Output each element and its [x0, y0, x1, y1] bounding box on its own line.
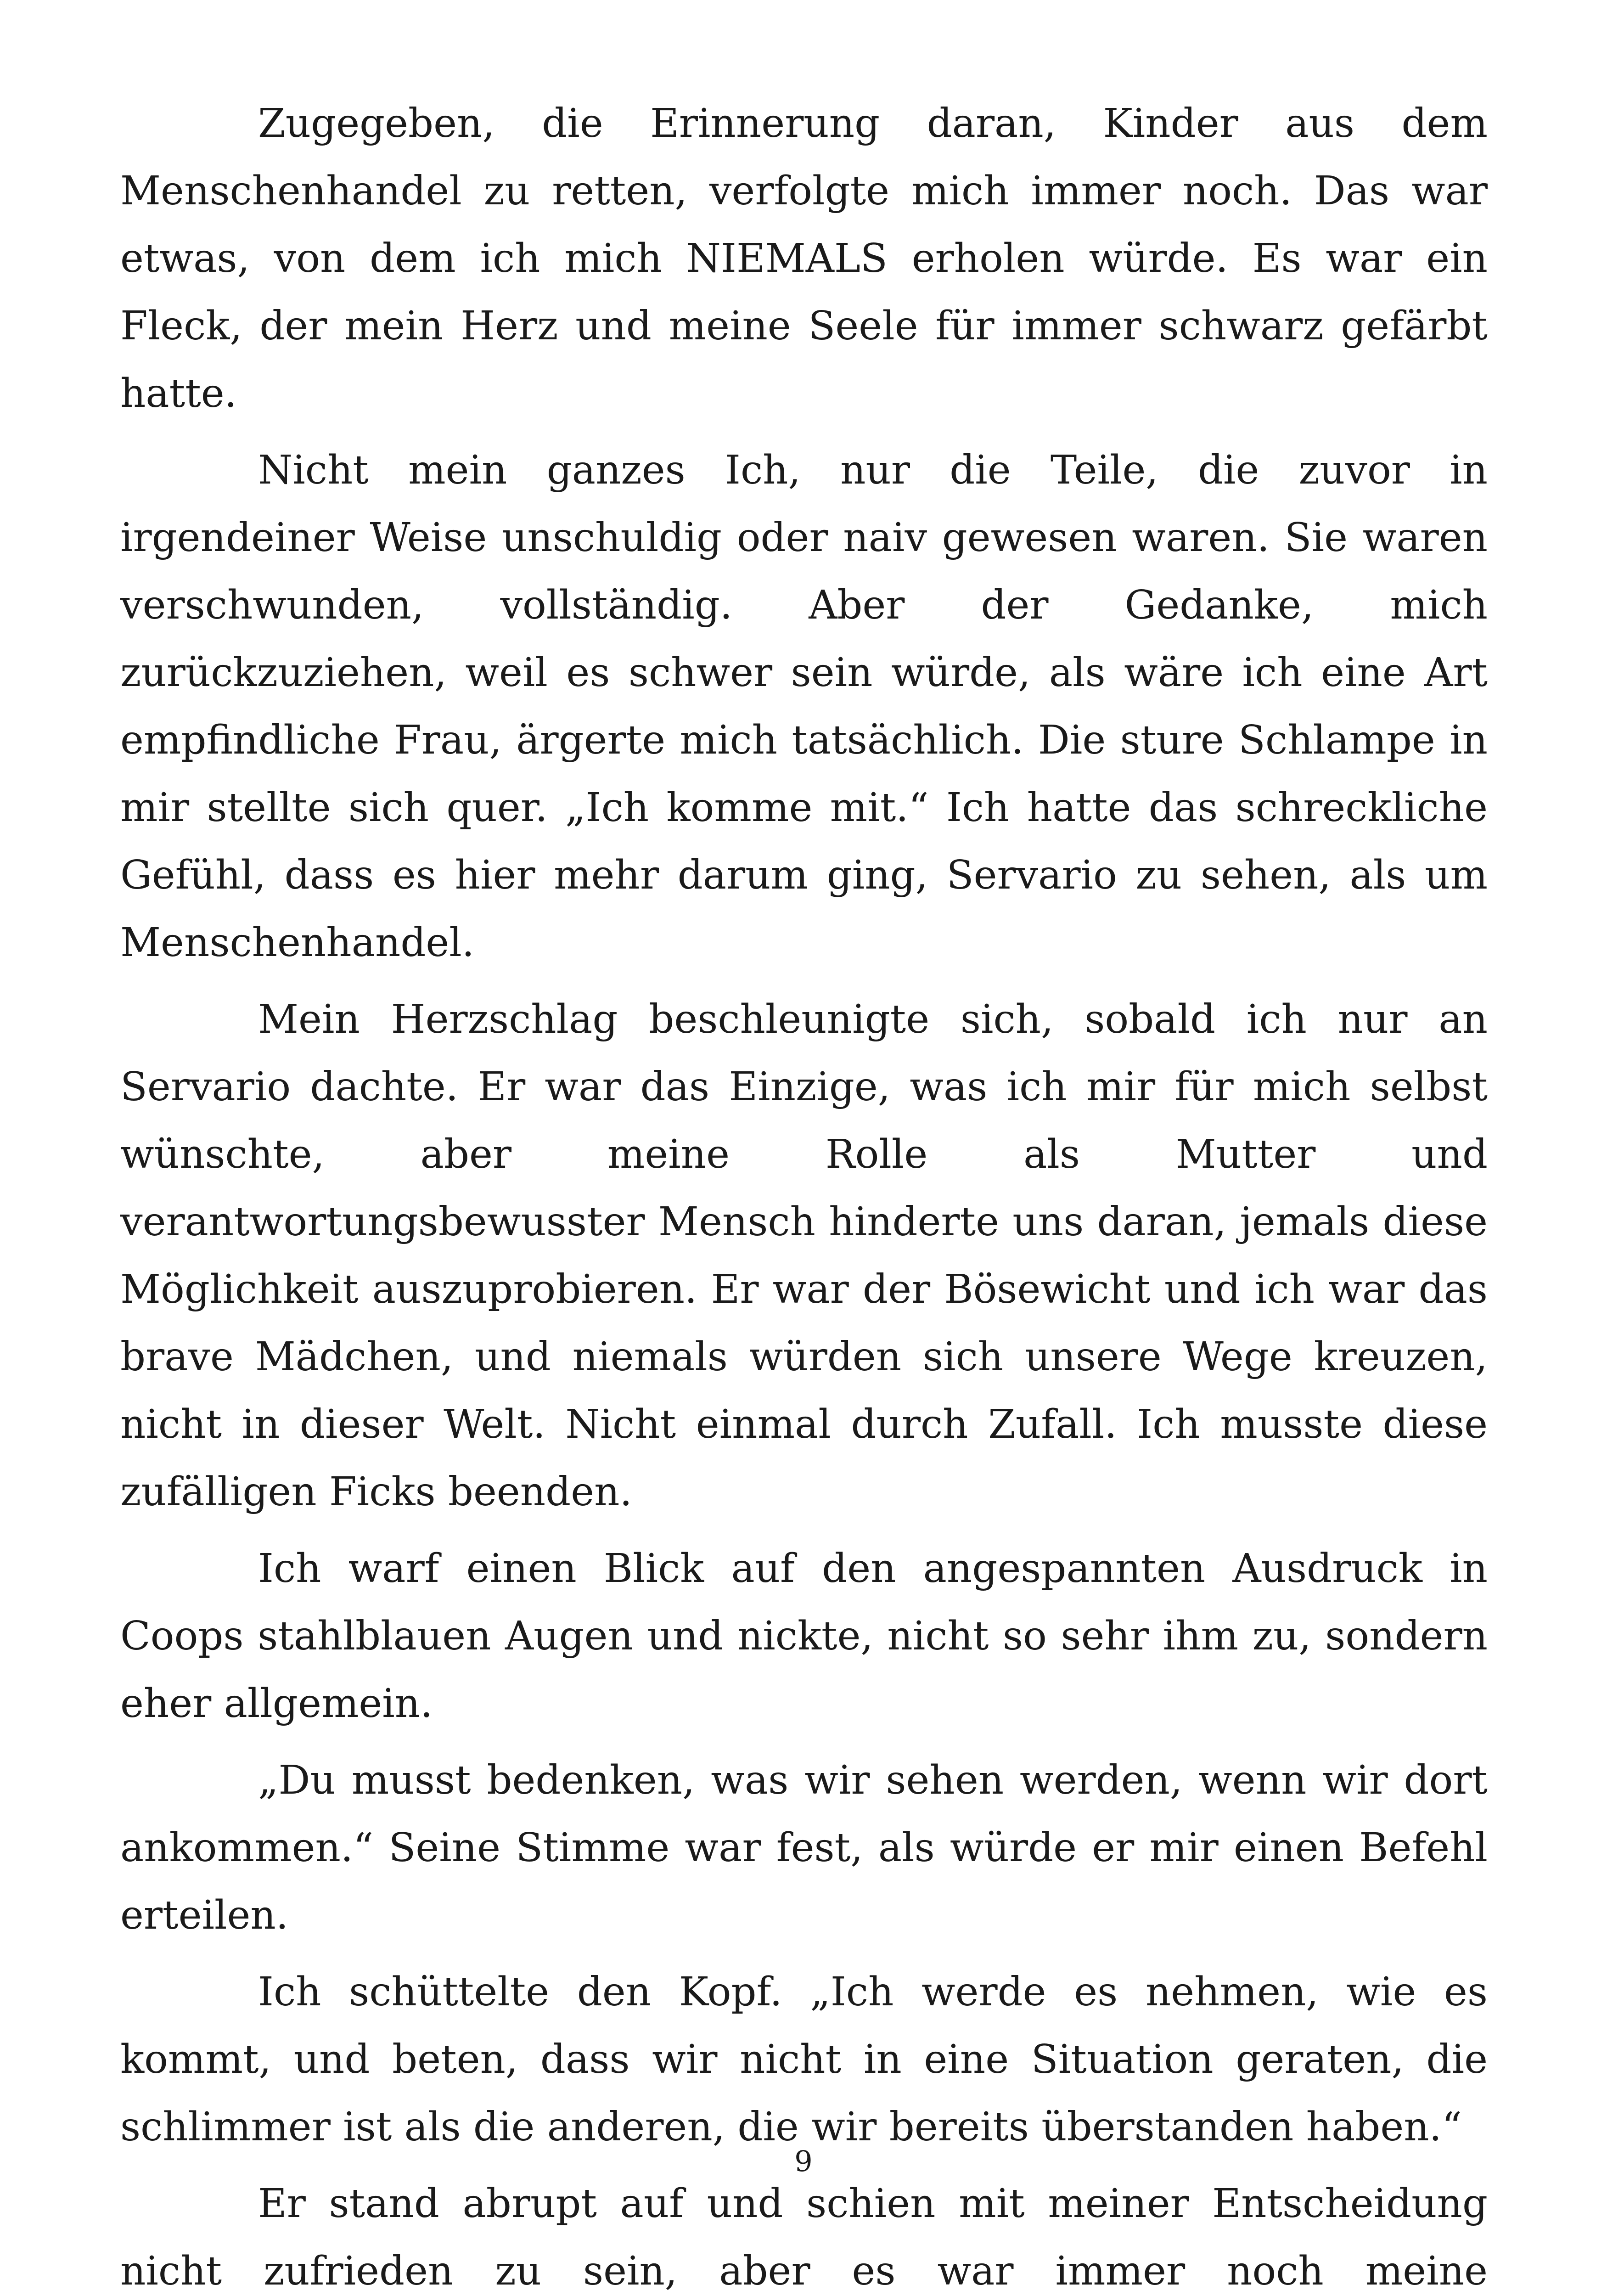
- paragraph: Mein Herzschlag beschleunigte sich, sobald ich nur an Servario dachte. Er war das Einzige, was ich mir für mich selbst wünschte, aber meine Rolle als Mutter und verantwortungsbewusster Mensch hinderte uns daran, jemals diese Möglichkeit auszuprobieren. Er war der Bösewicht und ich war das brave Mädchen, und niemals würden sich unsere Wege kreuzen, nicht in dieser Welt. Nicht einmal durch Zufall. Ich musste diese zufälligen Ficks beenden.: [120, 996, 1488, 1515]
- paragraph: Ich schüttelte den Kopf. „Ich werde es nehmen, wie es kommt, und beten, dass wir nicht in eine Situation geraten, die schlimmer ist als die anderen, die wir bereits überstanden haben.“: [120, 1969, 1488, 2150]
- body-text: [120, 90, 1488, 2296]
- paragraph: Er stand abrupt auf und schien mit meiner Entscheidung nicht zufrieden zu sein, aber es war immer noch meine: [120, 2181, 1488, 2294]
- paragraph: „Du musst bedenken, was wir sehen werden, wenn wir dort ankommen.“ Seine Stimme war fest, als würde er mir einen Befehl erteilen.: [120, 1757, 1488, 1938]
- page-number: 9: [794, 2144, 813, 2178]
- paragraph: Nicht mein ganzes Ich, nur die Teile, die zuvor in irgendeiner Weise unschuldig oder naiv gewesen waren. Sie waren verschwunden, vollständig. Aber der Gedanke, mich zurückzuziehen, weil es schwer sein würde, als wäre ich eine Art empfindliche Frau, ärgerte mich tatsächlich. Die sture Schlampe in mir stellte sich quer. „Ich komme mit.“ Ich hatte das schreckliche Gefühl, dass es hier mehr darum ging, Servario zu sehen, als um Menschenhandel.: [120, 447, 1488, 966]
- paragraph: Zugegeben, die Erinnerung daran, Kinder aus dem Menschenhandel zu retten, verfolgte mich immer noch. Das war etwas, von dem ich mich NIEMALS erholen würde. Es war ein Fleck, der mein Herz und meine Seele für immer schwarz gefärbt hatte.: [120, 101, 1488, 416]
- paragraph: Ich warf einen Blick auf den angespannten Ausdruck in Coops stahlblauen Augen und nickte, nicht so sehr ihm zu, sondern eher allgemein.: [120, 1546, 1488, 1727]
